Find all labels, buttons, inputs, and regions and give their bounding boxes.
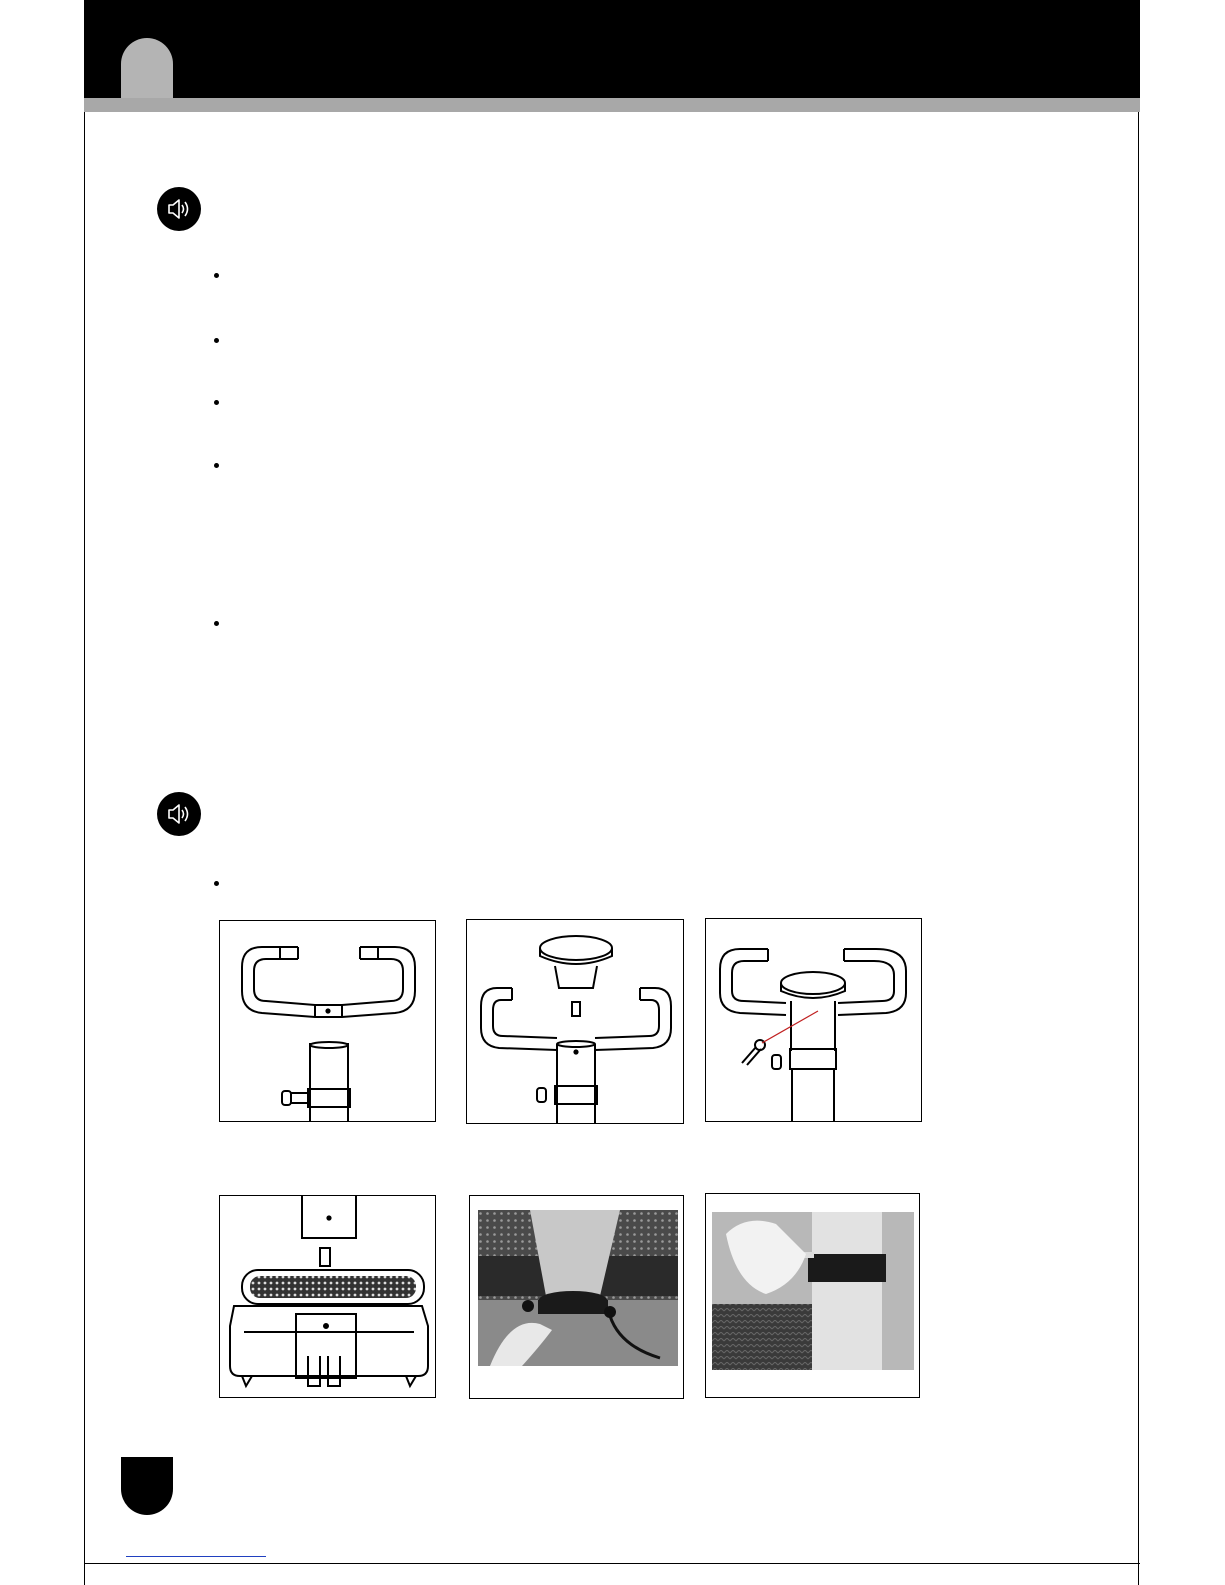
speaker-icon: [157, 187, 201, 231]
post-over-base-icon: [219, 1195, 436, 1398]
footer-tab: [121, 1457, 173, 1515]
console-over-handlebar-icon: [466, 919, 684, 1124]
bullet: [214, 463, 219, 468]
bullet: [214, 273, 219, 278]
handlebar-over-post-icon: [219, 920, 436, 1122]
header-bar: [84, 0, 1140, 98]
header-tab: [121, 38, 173, 98]
bullet: [214, 400, 219, 405]
header-stripe: [84, 98, 1140, 112]
footer-line: [84, 1563, 1140, 1564]
footer-link-underline[interactable]: [126, 1556, 266, 1557]
bullet: [214, 338, 219, 343]
bullet: [214, 621, 219, 626]
tighten-knob-photo-icon: [469, 1195, 684, 1399]
bolt-into-post-icon: [705, 918, 922, 1122]
speaker-icon: [157, 792, 201, 836]
post-collar-photo-icon: [705, 1193, 920, 1398]
bullet: [214, 881, 219, 886]
